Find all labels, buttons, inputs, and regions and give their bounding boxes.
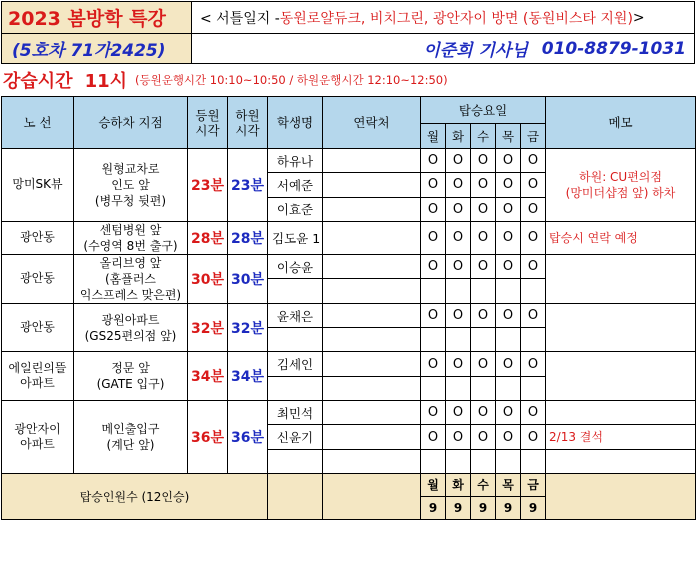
table-row	[2, 149, 696, 173]
table-row	[2, 254, 696, 279]
day-mark: O	[496, 197, 521, 221]
day-mark	[471, 328, 496, 352]
subtitle-prefix: < 서틀일지 -	[200, 10, 280, 27]
depart-time: 32분	[228, 303, 268, 352]
memo-cell	[546, 254, 696, 303]
header-day: 목	[496, 124, 521, 149]
footer-count: 9	[421, 496, 446, 519]
stop-cell: 올리브영 앞 (홈플러스 익스프레스 맞은편)	[74, 254, 188, 303]
day-mark: O	[446, 221, 471, 254]
day-mark: O	[496, 149, 521, 173]
header-memo: 메모	[546, 97, 696, 149]
stop-cell: 정문 앞 (GATE 입구)	[74, 352, 188, 401]
student-name	[268, 449, 323, 473]
day-mark: O	[521, 149, 546, 173]
footer-count: 9	[471, 496, 496, 519]
header-days: 탑승요일	[421, 97, 546, 124]
contact-cell	[323, 303, 421, 327]
day-mark: O	[446, 254, 471, 279]
student-name: 김도윤 1	[268, 221, 323, 254]
day-mark: O	[471, 173, 496, 197]
footer-memo-blank	[546, 473, 696, 519]
header-route: 노 선	[2, 97, 74, 149]
contact-cell	[323, 425, 421, 449]
footer-days-row	[2, 473, 696, 496]
driver-phone: 010-8879-1031	[541, 38, 686, 59]
day-mark: O	[471, 197, 496, 221]
day-mark: O	[471, 149, 496, 173]
day-mark	[421, 328, 446, 352]
header-day: 금	[521, 124, 546, 149]
footer-count: 9	[446, 496, 471, 519]
route-cell: 광안자이 아파트	[2, 401, 74, 474]
day-mark: O	[496, 173, 521, 197]
footer-day: 금	[521, 473, 546, 496]
memo-cell	[546, 303, 696, 352]
student-name: 하유나	[268, 149, 323, 173]
subtitle-destinations: 동원로얄듀크, 비치그린, 광안자이 방면 (동원비스타 지원)	[279, 10, 633, 27]
day-mark: O	[421, 401, 446, 425]
contact-cell	[323, 173, 421, 197]
contact-cell	[323, 254, 421, 279]
depart-time: 34분	[228, 352, 268, 401]
day-mark: O	[446, 352, 471, 376]
day-mark: O	[521, 254, 546, 279]
day-mark: O	[421, 254, 446, 279]
footer-day: 월	[421, 473, 446, 496]
contact-cell	[323, 328, 421, 352]
run-times: (등원운행시간 10:10~10:50 / 하원운행시간 12:10~12:50)	[135, 73, 448, 87]
day-mark	[496, 279, 521, 304]
contact-cell	[323, 449, 421, 473]
arrive-time: 34분	[188, 352, 228, 401]
subtitle-cell	[192, 2, 694, 33]
day-mark: O	[521, 303, 546, 327]
student-name: 최민석	[268, 401, 323, 425]
table-row	[2, 352, 696, 376]
day-mark: O	[521, 352, 546, 376]
arrive-time: 30분	[188, 254, 228, 303]
student-name: 김세인	[268, 352, 323, 376]
memo-cell	[546, 449, 696, 473]
day-mark: O	[446, 401, 471, 425]
contact-cell	[323, 401, 421, 425]
contact-cell	[323, 149, 421, 173]
stop-cell: 원형교차로 인도 앞 (병무청 뒷편)	[74, 149, 188, 222]
day-mark	[446, 376, 471, 400]
memo-cell: 하원: CU편의점 (망미더샵점 앞) 하차	[546, 149, 696, 222]
day-mark: O	[471, 303, 496, 327]
arrive-time: 28분	[188, 221, 228, 254]
day-mark: O	[446, 173, 471, 197]
day-mark	[471, 376, 496, 400]
stop-cell: 메인출입구 (계단 앞)	[74, 401, 188, 474]
day-mark: O	[496, 425, 521, 449]
footer-label: 탑승인원수 (12인승)	[2, 473, 268, 519]
stop-cell: 광원아파트 (GS25편의점 앞)	[74, 303, 188, 352]
header-arrive-time: 등원 시각	[188, 97, 228, 149]
header-depart-time: 하원 시각	[228, 97, 268, 149]
day-mark: O	[496, 254, 521, 279]
memo-cell	[546, 352, 696, 401]
student-name: 이승윤	[268, 254, 323, 279]
depart-time: 36분	[228, 401, 268, 474]
student-name	[268, 279, 323, 304]
day-mark: O	[471, 254, 496, 279]
route-cell: 광안동	[2, 254, 74, 303]
day-mark: O	[421, 173, 446, 197]
day-mark: O	[521, 425, 546, 449]
day-mark	[471, 279, 496, 304]
day-mark: O	[496, 303, 521, 327]
day-mark	[421, 376, 446, 400]
day-mark	[496, 328, 521, 352]
depart-time: 23분	[228, 149, 268, 222]
day-mark: O	[521, 173, 546, 197]
memo-cell	[546, 401, 696, 425]
footer-count: 9	[521, 496, 546, 519]
day-mark: O	[446, 149, 471, 173]
day-mark: O	[421, 303, 446, 327]
day-mark: O	[496, 352, 521, 376]
header-day: 수	[471, 124, 496, 149]
title-cell	[2, 2, 192, 33]
day-mark: O	[521, 401, 546, 425]
class-time-label: 강습시간	[3, 71, 73, 92]
footer-day: 목	[496, 473, 521, 496]
contact-cell	[323, 197, 421, 221]
day-mark: O	[496, 221, 521, 254]
day-mark: O	[471, 425, 496, 449]
footer-blank	[323, 473, 421, 519]
memo-cell: 2/13 결석	[546, 425, 696, 449]
vehicle-number: (5호차 71가2425)	[12, 41, 166, 61]
footer-day: 화	[446, 473, 471, 496]
class-time: 11시	[84, 71, 127, 92]
day-mark: O	[521, 197, 546, 221]
page-title: 2023 봄방학 특강	[8, 8, 166, 30]
day-mark: O	[421, 352, 446, 376]
header-day: 화	[446, 124, 471, 149]
day-mark: O	[471, 352, 496, 376]
header-row-title	[1, 1, 695, 34]
contact-cell	[323, 221, 421, 254]
day-mark	[496, 376, 521, 400]
contact-cell	[323, 376, 421, 400]
day-mark: O	[471, 221, 496, 254]
student-name: 신윤기	[268, 425, 323, 449]
arrive-time: 23분	[188, 149, 228, 222]
day-mark: O	[421, 197, 446, 221]
student-name: 이효준	[268, 197, 323, 221]
arrive-time: 32분	[188, 303, 228, 352]
arrive-time: 36분	[188, 401, 228, 474]
day-mark: O	[446, 197, 471, 221]
day-mark	[446, 328, 471, 352]
header-stop: 승하차 지점	[74, 97, 188, 149]
day-mark	[496, 449, 521, 473]
day-mark	[471, 449, 496, 473]
day-mark	[446, 449, 471, 473]
route-cell: 망미SK뷰	[2, 149, 74, 222]
table-row	[2, 401, 696, 425]
day-mark	[421, 449, 446, 473]
student-name	[268, 376, 323, 400]
header-row-vehicle	[1, 34, 695, 64]
footer-blank	[268, 473, 323, 519]
day-mark: O	[496, 401, 521, 425]
footer-day: 수	[471, 473, 496, 496]
day-mark: O	[421, 149, 446, 173]
contact-cell	[323, 352, 421, 376]
table-row	[2, 303, 696, 327]
day-mark: O	[421, 221, 446, 254]
class-time-row	[3, 66, 693, 94]
stop-cell: 센텀병원 앞 (수영역 8번 출구)	[74, 221, 188, 254]
header-day: 월	[421, 124, 446, 149]
day-mark	[521, 328, 546, 352]
route-cell: 광안동	[2, 303, 74, 352]
day-mark: O	[521, 221, 546, 254]
footer-count: 9	[496, 496, 521, 519]
shuttle-table	[1, 96, 696, 520]
header-contact: 연락처	[323, 97, 421, 149]
day-mark	[421, 279, 446, 304]
student-name: 윤채은	[268, 303, 323, 327]
depart-time: 30분	[228, 254, 268, 303]
driver-cell	[192, 34, 694, 63]
day-mark	[446, 279, 471, 304]
route-cell: 광안동	[2, 221, 74, 254]
depart-time: 28분	[228, 221, 268, 254]
day-mark	[521, 376, 546, 400]
student-name	[268, 328, 323, 352]
day-mark: O	[471, 401, 496, 425]
table-header-row	[2, 97, 696, 124]
student-name: 서예준	[268, 173, 323, 197]
driver-name: 이준희 기사님	[423, 41, 528, 61]
memo-cell: 탑승시 연락 예정	[546, 221, 696, 254]
vehicle-cell	[2, 34, 192, 63]
day-mark: O	[446, 425, 471, 449]
route-cell: 에일린의뜰 아파트	[2, 352, 74, 401]
subtitle-suffix: >	[632, 9, 645, 26]
day-mark: O	[446, 303, 471, 327]
header-student: 학생명	[268, 97, 323, 149]
day-mark: O	[421, 425, 446, 449]
table-row	[2, 221, 696, 254]
contact-cell	[323, 279, 421, 304]
day-mark	[521, 449, 546, 473]
day-mark	[521, 279, 546, 304]
